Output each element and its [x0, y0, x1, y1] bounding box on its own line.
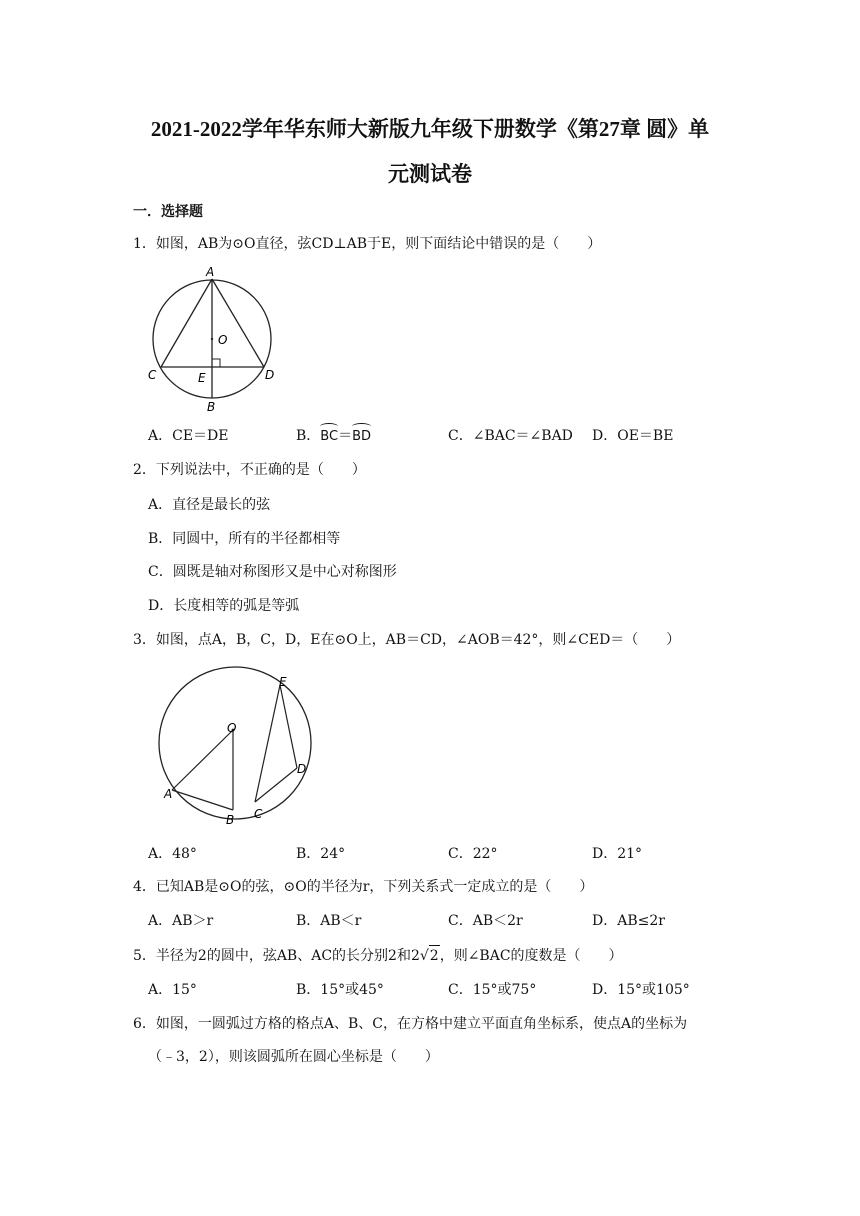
- q1-label-b: B: [207, 400, 216, 414]
- q3-circle: [159, 667, 311, 819]
- q4-option-d: D．AB≤2r: [592, 913, 665, 929]
- q4-option-a: A．AB＞r: [148, 913, 214, 929]
- q3-chord-ed: [280, 685, 297, 768]
- document-title-line1: 2021-2022学年华东师大新版九年级下册数学《第27章 圆》单: [150, 117, 710, 141]
- q6-stem-line1: 6．如图，一圆弧过方格的格点A、B、C，在方格中建立平面直角坐标系，使点A的坐标为: [133, 1016, 688, 1032]
- q5-option-a: A．15°: [148, 982, 197, 998]
- q2-option-a: A．直径是最长的弦: [148, 497, 271, 513]
- q1-option-b-equals: ＝: [338, 428, 353, 444]
- q5-option-c: C．15°或75°: [448, 982, 537, 998]
- q3-option-c: C．22°: [448, 846, 498, 862]
- q4-option-b: B．AB＜r: [296, 913, 362, 929]
- q5-option-b: B．15°或45°: [296, 982, 384, 998]
- q3-label-b: B: [226, 813, 235, 827]
- q2-option-c: C．圆既是轴对称图形又是中心对称图形: [148, 564, 397, 580]
- document-title-line2: 元测试卷: [388, 162, 472, 186]
- q3-figure: [155, 662, 315, 828]
- q4-stem: 4．已知AB是⊙O的弦，⊙O的半径为r，下列关系式一定成立的是（ ）: [133, 879, 594, 895]
- q3-label-a: A: [164, 787, 173, 801]
- q1-option-b-prefix: B．: [296, 428, 321, 444]
- q1-stem: 1．如图，AB为⊙O直径，弦CD⊥AB于E，则下面结论中错误的是（ ）: [133, 236, 602, 252]
- q5-stem-pre: 5．半径为2的圆中，弦AB、AC的长分别2和2: [133, 948, 420, 964]
- q4-option-c: C．AB＜2r: [448, 913, 523, 929]
- q5-option-d: D．15°或105°: [592, 982, 690, 998]
- q1-arc-bc: BC: [320, 427, 338, 447]
- q1-arc-bd: BD: [352, 427, 371, 447]
- q1-label-o: O: [218, 333, 228, 347]
- q1-option-a: A．CE＝DE: [148, 428, 229, 444]
- q1-option-d: D．OE＝BE: [592, 428, 674, 444]
- q3-option-a: A．48°: [148, 846, 197, 862]
- q3-label-c: C: [254, 807, 263, 821]
- q5-stem-post: ，则∠BAC的度数是（ ）: [439, 948, 623, 964]
- q1-figure: [145, 265, 277, 415]
- q3-radius-oa: [172, 730, 233, 790]
- q2-option-d: D．长度相等的弧是等弧: [148, 598, 300, 614]
- q5-sqrt-sign: √: [419, 948, 429, 964]
- q3-option-d: D．21°: [592, 846, 643, 862]
- q6-stem-line2: （﹣3，2），则该圆弧所在圆心坐标是（ ）: [148, 1049, 439, 1065]
- section-heading: 一．选择题: [133, 204, 203, 220]
- q5-sqrt-radicand: 2: [429, 945, 440, 966]
- q3-label-e: E: [279, 675, 287, 689]
- q3-stem: 3．如图，点A，B，C，D，E在⊙O上，AB＝CD，∠AOB＝42°，则∠CED＝（ ）: [133, 632, 681, 648]
- q1-label-c: C: [148, 368, 157, 382]
- q5-stem: [133, 945, 623, 966]
- q1-option-b: [296, 426, 371, 447]
- q1-option-c: C．∠BAC＝∠BAD: [448, 428, 573, 444]
- q3-label-d: D: [297, 762, 307, 776]
- q3-label-o: O: [227, 721, 237, 735]
- q2-option-b: B．同圆中，所有的半径都相等: [148, 531, 341, 547]
- q1-label-d: D: [265, 368, 275, 382]
- q2-stem: 2．下列说法中，不正确的是（ ）: [133, 462, 366, 478]
- q1-label-a: A: [206, 265, 215, 279]
- q1-label-e: E: [198, 371, 206, 385]
- q3-chord-ab: [172, 790, 233, 810]
- q3-option-b: B．24°: [296, 846, 346, 862]
